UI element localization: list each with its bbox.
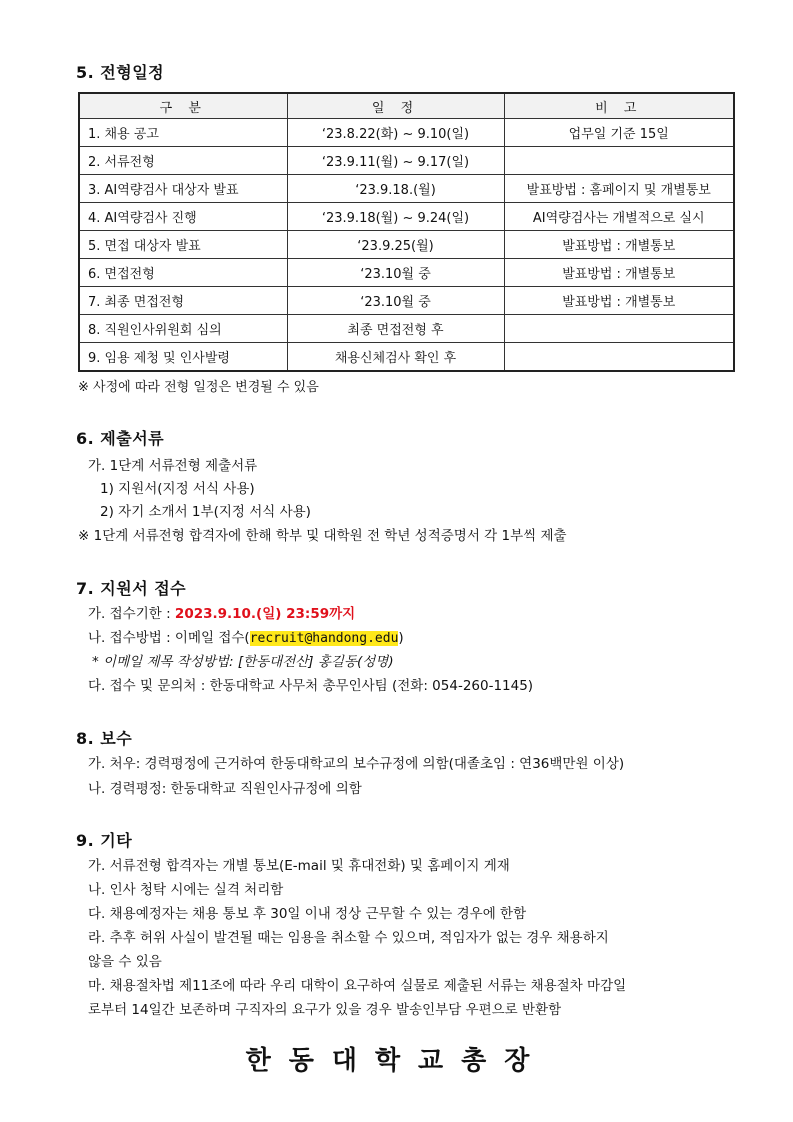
misc-line-3: 다. 채용예정자는 채용 통보 후 30일 이내 정상 근무할 수 있는 경우에 한함 — [88, 906, 527, 922]
row-remark: 발표방법 : 개별통보 — [504, 259, 734, 287]
row-step: 8. 직원인사위원회 심의 — [79, 315, 287, 343]
deadline-line — [88, 602, 355, 622]
row-remark — [504, 343, 734, 372]
issuer-signature: 한동대학교총장 — [245, 1046, 548, 1076]
salary-line-1: 가. 처우: 경력평정에 근거하여 한동대학교의 보수규정에 의함(대졸초임 : 연36백만원 이상) — [88, 756, 625, 772]
documents-note: ※ 1단계 서류전형 합격자에 한해 학부 및 대학원 전 학년 성적증명서 각 1부씩 제출 — [78, 528, 567, 544]
header-schedule: 일 정 — [287, 93, 504, 119]
documents-item-1: 1) 지원서(지정 서식 사용) — [100, 481, 255, 497]
method-label: 나. 접수방법 : 이메일 접수( — [88, 630, 250, 646]
section-9-title: 9. 기타 — [76, 831, 133, 850]
row-remark — [504, 315, 734, 343]
table-row — [79, 343, 734, 372]
row-date: ‘23.8.22(화) ~ 9.10(일) — [287, 119, 504, 147]
row-step: 5. 면접 대상자 발표 — [79, 231, 287, 259]
email-link[interactable]: recruit@handong.edu — [249, 631, 399, 646]
row-date: 채용신체검사 확인 후 — [287, 343, 504, 372]
row-date: ‘23.9.18.(월) — [287, 175, 504, 203]
row-step: 2. 서류전형 — [79, 147, 287, 175]
misc-line-5b: 로부터 14일간 보존하며 구직자의 요구가 있을 경우 발송인부담 우편으로 반환함 — [88, 1002, 562, 1018]
row-step: 6. 면접전형 — [79, 259, 287, 287]
table-row — [79, 147, 734, 175]
row-remark: AI역량검사는 개별적으로 실시 — [504, 203, 734, 231]
misc-line-4a: 라. 추후 허위 사실이 발견될 때는 임용을 취소할 수 있으며, 적임자가 없는 경우 채용하지 — [88, 930, 609, 946]
method-close: ) — [398, 630, 404, 646]
row-date: ‘23.9.11(월) ~ 9.17(일) — [287, 147, 504, 175]
row-date: ‘23.10월 중 — [287, 259, 504, 287]
section-7-title: 7. 지원서 접수 — [76, 579, 187, 598]
deadline-value: 2023.9.10.(일) 23:59까지 — [174, 606, 356, 622]
documents-stage1: 가. 1단계 서류전형 제출서류 — [88, 458, 258, 474]
row-date: 최종 면접전형 후 — [287, 315, 504, 343]
row-date: ‘23.9.25(월) — [287, 231, 504, 259]
misc-line-5a: 마. 채용절차법 제11조에 따라 우리 대학이 요구하여 실물로 제출된 서류는 채용절차 마감일 — [88, 978, 627, 994]
contact-line: 다. 접수 및 문의처 : 한동대학교 사무처 총무인사팀 (전화: 054-260-1145) — [88, 678, 534, 694]
row-step: 7. 최종 면접전형 — [79, 287, 287, 315]
header-category: 구 분 — [79, 93, 287, 119]
table-row — [79, 287, 734, 315]
email-subject-note: * 이메일 제목 작성방법: [한동대전산] 홍길동(성명) — [92, 654, 394, 670]
method-line — [88, 626, 404, 646]
table-row — [79, 175, 734, 203]
misc-line-2: 나. 인사 청탁 시에는 실격 처리함 — [88, 882, 284, 898]
table-row — [79, 203, 734, 231]
row-step: 1. 채용 공고 — [79, 119, 287, 147]
header-remarks: 비 고 — [504, 93, 734, 119]
row-step: 9. 임용 제청 및 인사발령 — [79, 343, 287, 372]
table-row — [79, 259, 734, 287]
row-remark: 업무일 기준 15일 — [504, 119, 734, 147]
row-remark: 발표방법 : 개별통보 — [504, 231, 734, 259]
table-row — [79, 315, 734, 343]
salary-line-2: 나. 경력평정: 한동대학교 직원인사규정에 의함 — [88, 781, 362, 797]
table-row — [79, 231, 734, 259]
row-remark — [504, 147, 734, 175]
schedule-note: ※ 사정에 따라 전형 일정은 변경될 수 있음 — [78, 380, 319, 395]
section-8-title: 8. 보수 — [76, 729, 133, 748]
deadline-label: 가. 접수기한 : — [88, 606, 175, 622]
row-remark: 발표방법 : 개별통보 — [504, 287, 734, 315]
misc-line-1: 가. 서류전형 합격자는 개별 통보(E-mail 및 휴대전화) 및 홈페이지 게재 — [88, 858, 510, 874]
section-6-title: 6. 제출서류 — [76, 429, 165, 448]
row-date: ‘23.10월 중 — [287, 287, 504, 315]
misc-line-4b: 않을 수 있음 — [88, 954, 162, 970]
documents-item-2: 2) 자기 소개서 1부(지정 서식 사용) — [100, 504, 311, 520]
schedule-header-row — [79, 93, 734, 119]
row-step: 3. AI역량검사 대상자 발표 — [79, 175, 287, 203]
table-row — [79, 119, 734, 147]
row-step: 4. AI역량검사 진행 — [79, 203, 287, 231]
row-remark: 발표방법 : 홈페이지 및 개별통보 — [504, 175, 734, 203]
row-date: ‘23.9.18(월) ~ 9.24(일) — [287, 203, 504, 231]
schedule-table — [78, 92, 735, 372]
section-5-title: 5. 전형일정 — [76, 63, 165, 82]
